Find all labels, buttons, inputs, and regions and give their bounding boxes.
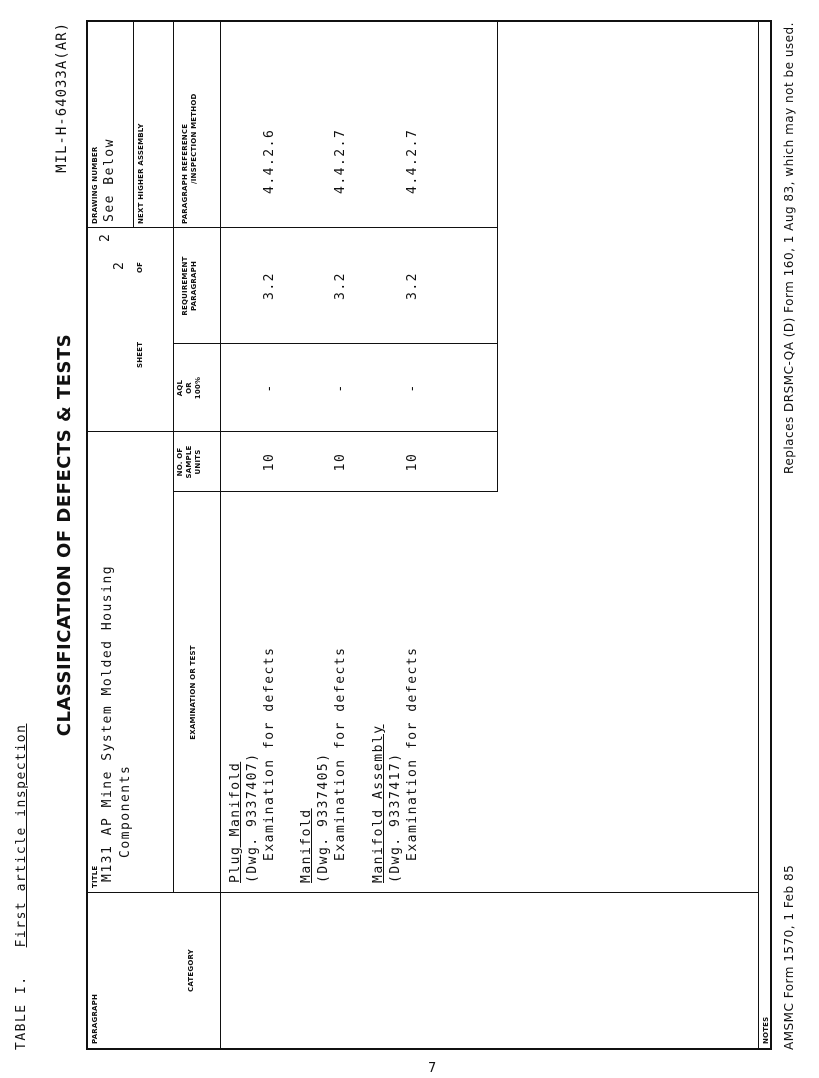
rotated-form-page [12, 20, 802, 1050]
item-reference: 4.4.2.6 [262, 128, 277, 194]
table-caption-label: TABLE I. [14, 975, 29, 1050]
table-caption-title: First article inspection [14, 723, 29, 948]
column-header-sample-units [176, 432, 203, 492]
column-header-category: CATEGORY [187, 949, 195, 992]
doc-number: MIL-H-64033A(AR) [54, 22, 70, 173]
item-exam: Examination for defects [405, 646, 420, 861]
requirement-line-2: PARAGRAPH [190, 260, 198, 312]
sheet-total: 2 [98, 232, 113, 242]
item-requirement: 3.2 [405, 272, 420, 300]
item-sample-units: 10 [333, 452, 348, 472]
column-header-requirement [181, 228, 199, 344]
sheet-label: SHEET [136, 341, 144, 368]
item-reference: 4.4.2.7 [333, 128, 348, 194]
notes-label: NOTES [762, 1016, 770, 1044]
paragraph-reference-line-2: /INSPECTION METHOD [190, 93, 198, 184]
title-line-1: M131 AP Mine System Molded Housing [100, 564, 115, 882]
item-drawing: (Dwg. 9337407) [245, 752, 260, 883]
column-header-aql [176, 344, 203, 432]
footer-replaces-note: Replaces DRSMC-QA (D) Form 160, 1 Aug 83, which may not be used. [782, 22, 796, 474]
title-line-2: Components [118, 764, 133, 858]
sheet-of-label: OF [136, 261, 144, 273]
item-drawing: (Dwg. 9337405) [316, 752, 331, 883]
column-header-examination: EXAMINATION OR TEST [189, 645, 197, 740]
item-exam: Examination for defects [262, 646, 277, 861]
page-number: 7 [428, 1061, 437, 1076]
item-sample-units: 10 [262, 452, 277, 472]
requirement-line-1: REQUIREMENT [181, 256, 189, 316]
item-aql: - [262, 383, 277, 393]
paragraph-label: PARAGRAPH [91, 993, 99, 1044]
item-aql: - [405, 383, 420, 393]
title-label: TITLE [91, 865, 99, 888]
item-drawing: (Dwg. 9337417) [388, 752, 403, 883]
item-aql: - [333, 383, 348, 393]
sheet-number: 2 [112, 260, 127, 270]
paragraph-reference-line-1: PARAGRAPH REFERENCE [181, 123, 189, 224]
aql-line-1: AQL [176, 379, 184, 397]
table-caption [14, 724, 29, 1050]
item-exam: Examination for defects [333, 646, 348, 861]
item-requirement: 3.2 [262, 272, 277, 300]
item-name: Manifold Assembly [371, 724, 386, 883]
column-header-paragraph-reference [181, 94, 199, 224]
item-name: Manifold [299, 808, 314, 883]
footer-form-number: AMSMC Form 1570, 1 Feb 85 [782, 864, 796, 1050]
drawing-number-label: DRAWING NUMBER [91, 146, 99, 224]
aql-line-2: OR [185, 382, 193, 394]
drawing-number-value: See Below [102, 138, 117, 222]
form-title: CLASSIFICATION OF DEFECTS & TESTS [54, 333, 75, 737]
sample-units-line-1: NO. OF [176, 447, 184, 477]
item-sample-units: 10 [405, 452, 420, 472]
sample-units-line-2: SAMPLE [185, 445, 193, 479]
sample-units-line-3: UNITS [194, 449, 202, 475]
item-requirement: 3.2 [333, 272, 348, 300]
form-box [86, 20, 772, 1050]
aql-line-3: 100% [194, 376, 202, 400]
item-reference: 4.4.2.7 [405, 128, 420, 194]
next-higher-assembly-label: NEXT HIGHER ASSEMBLY [137, 123, 145, 224]
item-name: Plug Manifold [228, 761, 243, 883]
